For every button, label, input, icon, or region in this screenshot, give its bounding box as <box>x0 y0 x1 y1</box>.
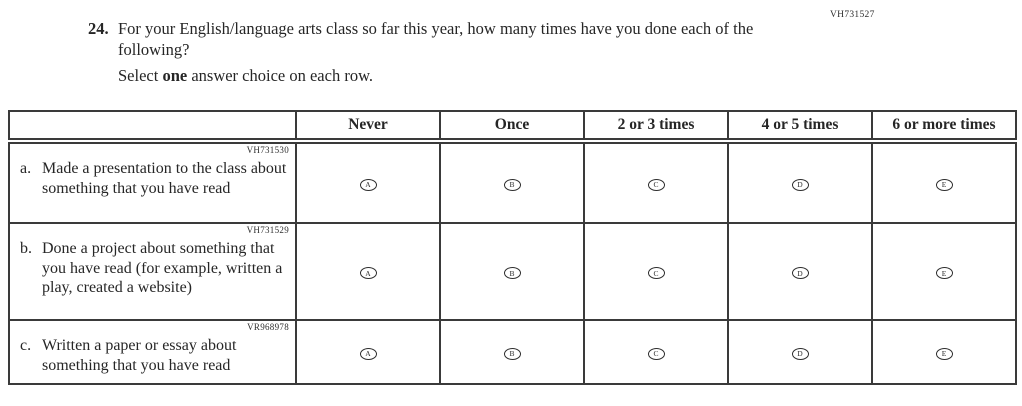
bubble-a-4-or-5[interactable]: D <box>792 179 809 191</box>
row-a-letter: a. <box>20 160 32 177</box>
bubble-b-4-or-5[interactable]: D <box>792 267 809 279</box>
instruction-suffix: answer choice on each row. <box>187 66 374 85</box>
header-never: Never <box>296 111 440 141</box>
bubble-a-2-or-3[interactable]: C <box>648 179 665 191</box>
bubble-c-once[interactable]: B <box>504 348 521 360</box>
answer-grid <box>8 110 1017 385</box>
header-2-or-3-times: 2 or 3 times <box>584 111 728 141</box>
row-a-code: VH731530 <box>246 145 289 155</box>
cell-b-once <box>440 223 584 320</box>
cell-b-6-or-more <box>872 223 1016 320</box>
bubble-b-2-or-3[interactable]: C <box>648 267 665 279</box>
table-row-c <box>9 320 1016 384</box>
bubble-b-6-or-more[interactable]: E <box>936 267 953 279</box>
row-c-text: Written a paper or essay about something that you have read <box>42 337 237 374</box>
bubble-b-never[interactable]: A <box>360 267 377 279</box>
row-c-code: VR968978 <box>247 322 289 332</box>
row-b-code: VH731529 <box>246 225 289 235</box>
cell-a-never <box>296 141 440 223</box>
question-number: 24. <box>88 19 109 38</box>
row-c-letter: c. <box>20 337 32 354</box>
cell-a-6-or-more <box>872 141 1016 223</box>
cell-a-4-or-5 <box>728 141 872 223</box>
bubble-b-once[interactable]: B <box>504 267 521 279</box>
cell-b-4-or-5 <box>728 223 872 320</box>
row-c-stub <box>9 320 296 384</box>
bubble-c-never[interactable]: A <box>360 348 377 360</box>
header-6-or-more-times: 6 or more times <box>872 111 1016 141</box>
question-text: For your English/language arts class so far this year, how many times have you done each of the following? <box>118 19 754 59</box>
row-b-letter: b. <box>20 240 32 257</box>
bubble-c-4-or-5[interactable]: D <box>792 348 809 360</box>
instruction-text <box>118 66 373 86</box>
form-code: VH731527 <box>830 10 875 20</box>
instruction-prefix: Select <box>118 66 163 85</box>
cell-b-2-or-3 <box>584 223 728 320</box>
bubble-a-once[interactable]: B <box>504 179 521 191</box>
cell-a-2-or-3 <box>584 141 728 223</box>
cell-c-never <box>296 320 440 384</box>
table-row-a <box>9 141 1016 223</box>
cell-a-once <box>440 141 584 223</box>
header-stub-cell <box>9 111 296 141</box>
header-4-or-5-times: 4 or 5 times <box>728 111 872 141</box>
bubble-a-6-or-more[interactable]: E <box>936 179 953 191</box>
bubble-c-2-or-3[interactable]: C <box>648 348 665 360</box>
header-row <box>9 111 1016 141</box>
header-once: Once <box>440 111 584 141</box>
cell-c-4-or-5 <box>728 320 872 384</box>
bubble-c-6-or-more[interactable]: E <box>936 348 953 360</box>
cell-c-6-or-more <box>872 320 1016 384</box>
table-row-b <box>9 223 1016 320</box>
row-a-stub <box>9 141 296 223</box>
cell-c-2-or-3 <box>584 320 728 384</box>
cell-b-never <box>296 223 440 320</box>
cell-c-once <box>440 320 584 384</box>
question-block <box>88 18 778 60</box>
bubble-a-never[interactable]: A <box>360 179 377 191</box>
row-b-stub <box>9 223 296 320</box>
row-b-text: Done a project about something that you have read (for example, written a play, created a website) <box>42 240 283 296</box>
row-a-text: Made a presentation to the class about something that you have read <box>42 160 287 197</box>
instruction-bold: one <box>162 66 188 85</box>
